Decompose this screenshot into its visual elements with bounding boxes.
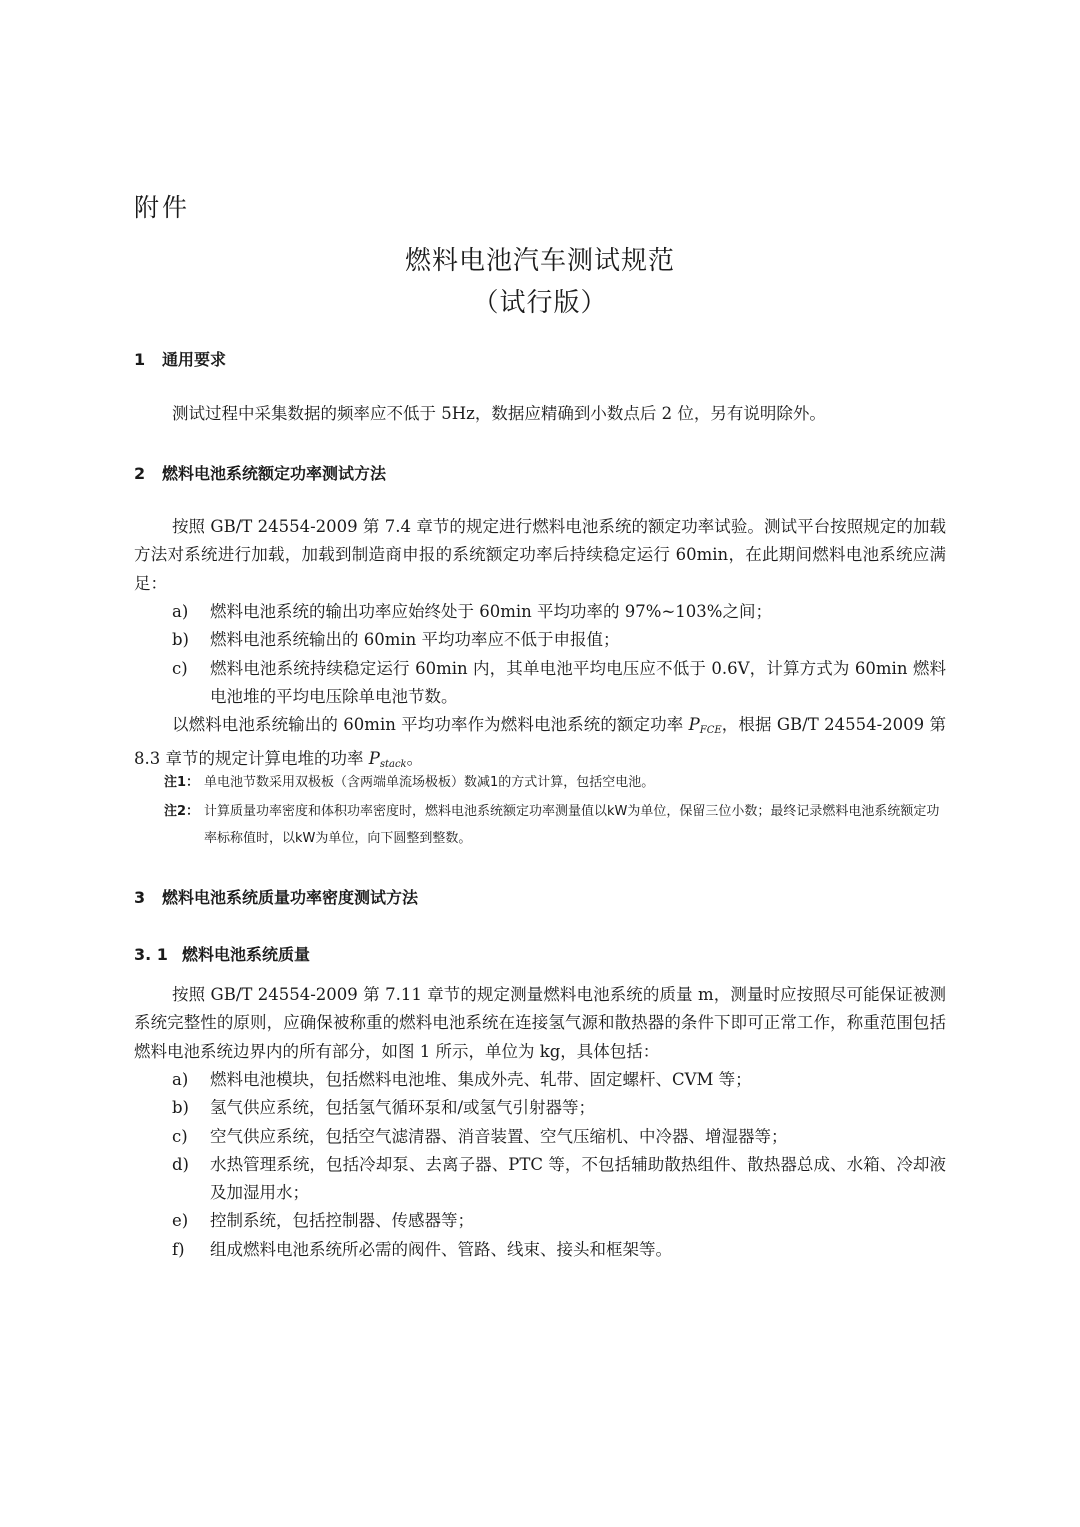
- section-title: 燃料电池系统额定功率测试方法: [162, 464, 387, 483]
- list-item: [134, 1207, 946, 1235]
- list-item: [134, 1151, 946, 1208]
- list-item-text: 氢气供应系统，包括氢气循环泵和/或氢气引射器等；: [210, 1098, 596, 1118]
- subsection-heading-3-1: [134, 942, 310, 965]
- subsection-title: 燃料电池系统质量: [182, 945, 311, 964]
- subsection-number: 3. 1: [134, 945, 168, 964]
- list-marker: e): [172, 1211, 189, 1231]
- list-marker: a): [172, 602, 189, 621]
- closing-text-a: 以燃料电池系统输出的 60min 平均功率作为燃料电池系统的额定功率: [172, 715, 689, 734]
- subsection-3-1-list: [134, 1066, 946, 1264]
- list-item: [134, 655, 946, 712]
- list-marker: d): [172, 1154, 189, 1174]
- subsection-3-1-intro: 按照 GB/T 24554-2009 第 7.11 章节的规定测量燃料电池系统的质量 m，测量时应按照尽可能保证被测系统完整性的原则，应确保被称重的燃料电池系统在连接氢气源和散热器的条件下即可正常工作，称重范围包括燃料电池系统边界内的所有部分，如图 1 所示，单位为 kg，具体包括：: [134, 985, 946, 1061]
- section-number: 1: [134, 350, 146, 369]
- list-item-text: 燃料电池模块，包括燃料电池堆、集成外壳、轧带、固定螺杆、CVM 等；: [210, 1070, 752, 1089]
- section-2-intro: 按照 GB/T 24554-2009 第 7.4 章节的规定进行燃料电池系统的额定功率试验。测试平台按照规定的加载方法对系统进行加载，加载到制造商申报的系统额定功率后持续稳定运行 60min，在此期间燃料电池系统应满足：: [134, 517, 946, 593]
- section-number: 3: [134, 888, 146, 907]
- list-item: [134, 1123, 946, 1151]
- closing-text-b: ，根据 GB/T 24554-2009 第 8.3 章节的规定计算电堆的功率: [134, 715, 946, 769]
- section-title: 通用要求: [162, 350, 227, 369]
- list-marker: b): [172, 630, 189, 650]
- section-2-requirements-list: [134, 598, 946, 711]
- subscript-fce: FCE: [699, 725, 722, 736]
- list-item-text: 组成燃料电池系统所必需的阀件、管路、线束、接头和框架等。: [210, 1239, 672, 1259]
- list-item-text: 水热管理系统，包括冷却泵、去离子器、PTC 等，不包括辅助散热组件、散热器总成、水箱、冷却液及加湿用水；: [210, 1154, 946, 1203]
- closing-text-c: 。: [406, 749, 424, 769]
- note-label: 注1：: [164, 775, 200, 790]
- document-subtitle: （试行版）: [472, 288, 608, 318]
- list-item: [134, 1236, 946, 1264]
- list-item-text: 燃料电池系统输出的 60min 平均功率应不低于申报值；: [210, 630, 620, 650]
- list-item: [134, 1094, 946, 1122]
- list-marker: a): [172, 1070, 189, 1089]
- list-marker: c): [172, 658, 188, 678]
- list-item: [134, 1066, 946, 1094]
- subscript-stack: stack: [379, 759, 407, 771]
- section-number: 2: [134, 464, 146, 483]
- section-heading-1: [134, 347, 226, 370]
- list-item-text: 空气供应系统，包括空气滤清器、消音装置、空气压缩机、中冷器、增湿器等；: [210, 1126, 788, 1146]
- note-text: 单电池节数采用双极板（含两端单流场极板）数减1的方式计算，包括空电池。: [204, 775, 655, 790]
- note-2: [164, 798, 946, 852]
- section-1-body: 测试过程中采集数据的频率应不低于 5Hz，数据应精确到小数点后 2 位，另有说明除外。: [172, 404, 826, 423]
- list-marker: f): [172, 1239, 185, 1259]
- list-item-text: 燃料电池系统持续稳定运行 60min 内，其单电池平均电压应不低于 0.6V，计算方式为 60min 燃料电池堆的平均电压除单电池节数。: [210, 658, 946, 706]
- list-item-text: 燃料电池系统的输出功率应始终处于 60min 平均功率的 97%~103%之间；: [210, 602, 772, 621]
- list-marker: c): [172, 1126, 188, 1146]
- attachment-label: 附件: [134, 193, 191, 222]
- symbol-p-fce: P: [688, 715, 700, 734]
- note-label: 注2：: [164, 804, 200, 819]
- symbol-p-stack: P: [368, 749, 380, 769]
- note-1: [164, 769, 946, 796]
- list-marker: b): [172, 1098, 189, 1118]
- section-heading-3: [134, 885, 418, 908]
- list-item: [134, 626, 946, 654]
- section-title: 燃料电池系统质量功率密度测试方法: [162, 888, 419, 907]
- list-item: [134, 598, 946, 626]
- section-heading-2: [134, 461, 386, 484]
- note-text: 计算质量功率密度和体积功率密度时，燃料电池系统额定功率测量值以kW为单位，保留三位小数；最终记录燃料电池系统额定功率标称值时，以kW为单位，向下圆整到整数。: [204, 804, 940, 846]
- list-item-text: 控制系统，包括控制器、传感器等；: [210, 1211, 474, 1231]
- document-title: 燃料电池汽车测试规范: [404, 246, 675, 276]
